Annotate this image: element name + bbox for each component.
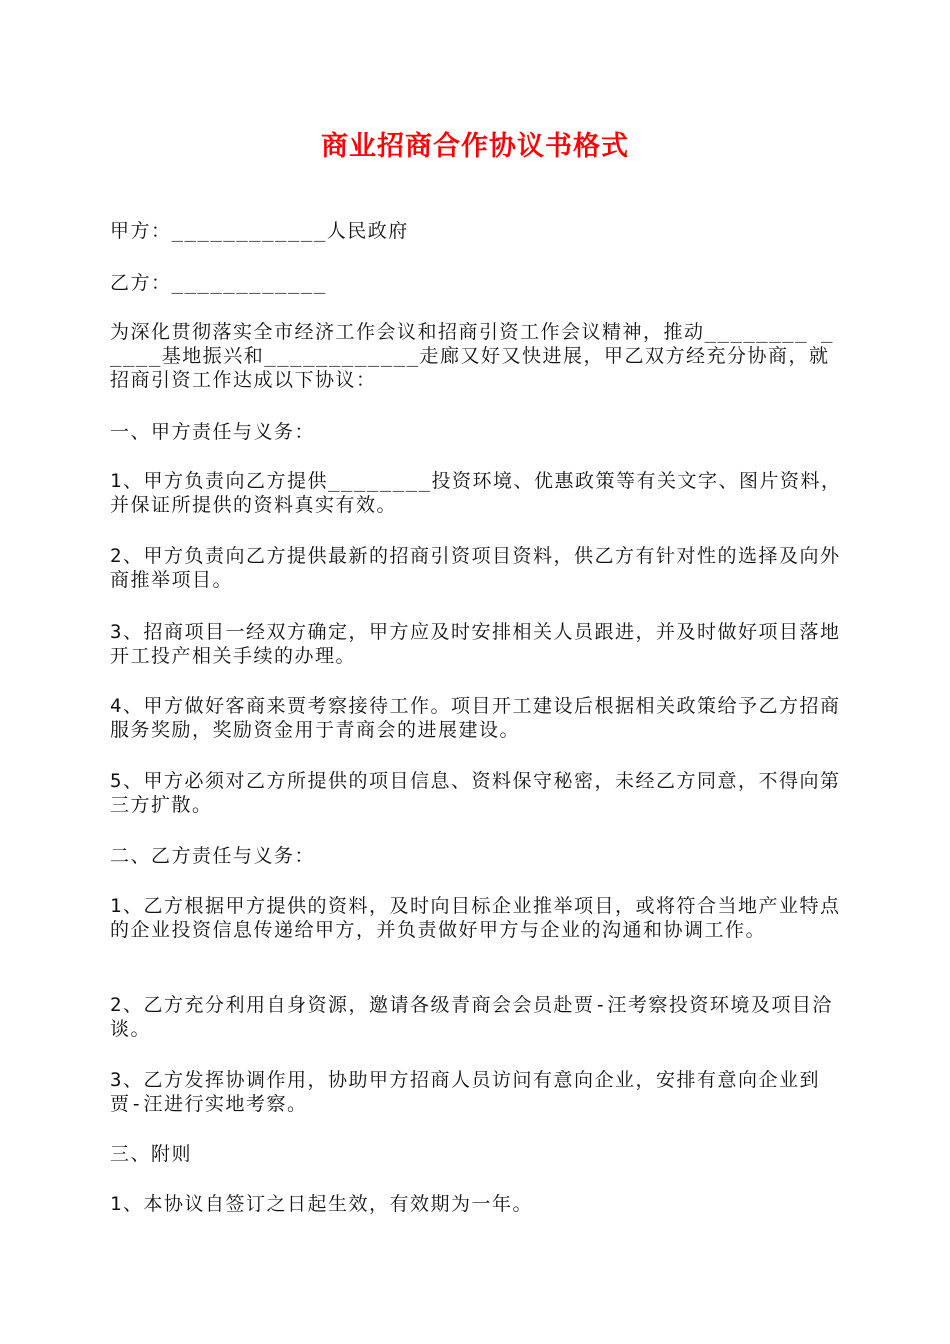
clause-a-1: 1、甲方负责向乙方提供________投资环境、优惠政策等有关文字、图片资料，并保证所提供的资料真实有效。	[110, 470, 842, 516]
party-a-line: 甲方：____________人民政府	[110, 220, 409, 242]
clause-a-3: 3、招商项目一经双方确定，甲方应及时安排相关人员跟进，并及时做好项目落地开工投产相关手续的办理。	[110, 621, 841, 667]
clause-a-2: 2、甲方负责向乙方提供最新的招商引资项目资料，供乙方有针对性的选择及向外商推举项目。	[110, 545, 841, 591]
document-title: 商业招商合作协议书格式	[321, 131, 629, 162]
clause-a-4: 4、甲方做好客商来贾考察接待工作。项目开工建设后根据相关政策给予乙方招商服务奖励，奖励资金用于青商会的进展建设。	[110, 695, 841, 741]
preamble-paragraph: 为深化贯彻落实全市经济工作会议和招商引资工作会议精神，推动________ _____基地振兴和____________走廊又好又快进展，甲乙双方经充分协商，就招商引资工作达成以下协议：	[110, 321, 834, 391]
section-heading-appendix: 三、附则	[110, 1143, 193, 1165]
section-heading-party-a: 一、甲方责任与义务：	[110, 421, 316, 443]
party-b-line: 乙方：____________	[110, 272, 327, 294]
clause-a-5: 5、甲方必须对乙方所提供的项目信息、资料保守秘密，未经乙方同意，不得向第三方扩散。	[110, 770, 841, 816]
clause-b-3: 3、乙方发挥协调作用，协助甲方招商人员访问有意向企业，安排有意向企业到贾-汪进行实地考察。	[110, 1069, 820, 1115]
clause-b-1: 1、乙方根据甲方提供的资料，及时向目标企业推举项目，或将符合当地产业特点的企业投资信息传递给甲方，并负责做好甲方与企业的沟通和协调工作。	[110, 895, 841, 941]
section-heading-party-b: 二、乙方责任与义务：	[110, 845, 316, 867]
clause-c-1: 1、本协议自签订之日起生效，有效期为一年。	[110, 1193, 533, 1215]
clause-b-2: 2、乙方充分利用自身资源，邀请各级青商会会员赴贾-汪考察投资环境及项目洽谈。	[110, 994, 833, 1040]
